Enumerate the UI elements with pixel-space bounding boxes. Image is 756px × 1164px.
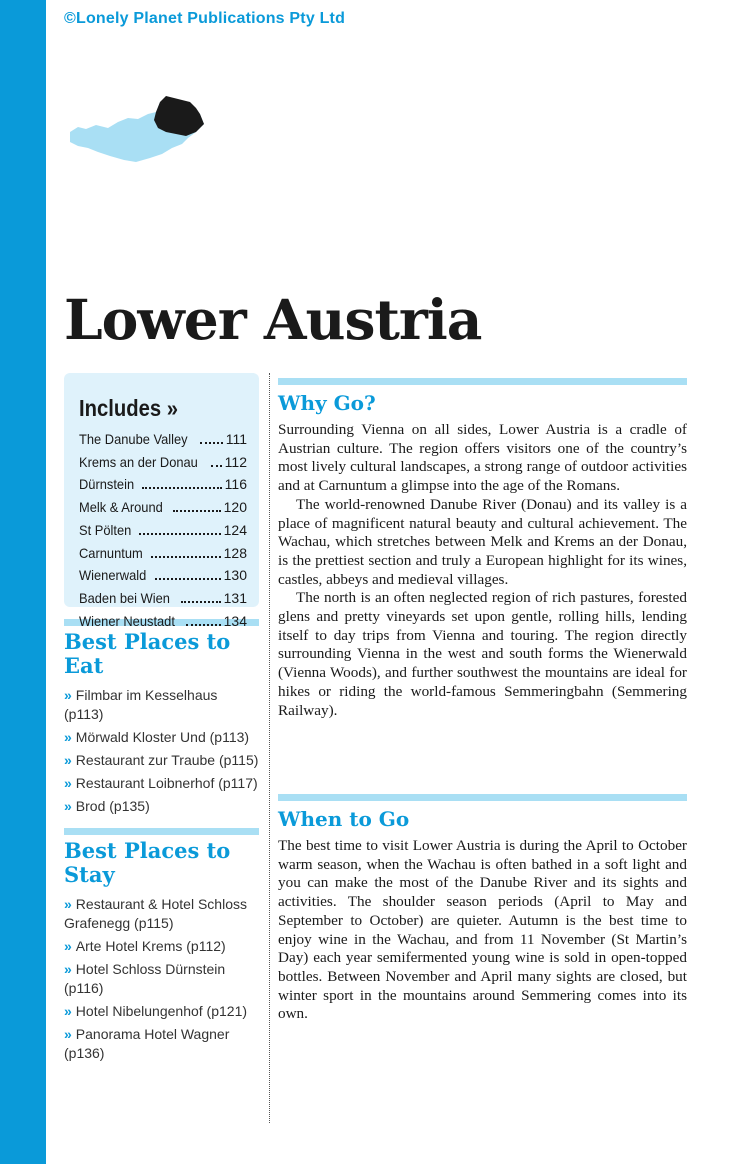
chevron-right-icon: » — [64, 896, 72, 912]
includes-item[interactable] — [79, 564, 247, 587]
chevron-right-icon: » — [64, 938, 72, 954]
includes-item-name: The Danube Valley — [79, 431, 188, 447]
section-divider-bar — [278, 794, 687, 801]
list-item-text: Brod (p135) — [75, 798, 150, 814]
chevron-right-icon: » — [64, 798, 72, 814]
list-item[interactable] — [64, 1002, 259, 1021]
why-go-paragraph: The north is an often neglected region of rich pastures, forested glens and pretty vineyards set upon gentle, rolling hills, lending itself to day trips from Vienna and touring. The region directly surrounding Vienna in the west and south forms the Wienerwald (Vienna Woods), and further southwest the mountains are ideal for hikes or riding the world-famous Semmeringbahn (Semmering Railway). — [278, 589, 687, 719]
includes-item[interactable] — [79, 542, 247, 565]
chevron-right-icon: » — [64, 729, 72, 745]
leader-dots — [139, 533, 221, 535]
includes-item[interactable] — [79, 519, 247, 542]
includes-item[interactable] — [79, 428, 247, 451]
list-item-text: Panorama Hotel Wagner (p136) — [64, 1026, 230, 1061]
includes-item[interactable] — [79, 587, 247, 610]
includes-item-name: St Pölten — [79, 521, 132, 538]
list-item[interactable] — [64, 751, 259, 770]
best-eat-section — [64, 619, 259, 816]
leader-dots — [181, 601, 221, 603]
leader-dots — [142, 487, 222, 489]
list-item[interactable] — [64, 937, 259, 956]
includes-item-page: 131 — [223, 589, 247, 606]
chevron-right-icon: » — [64, 775, 72, 791]
list-item-text: Filmbar im Kesselhaus (p113) — [64, 687, 218, 722]
chevron-right-icon: » — [64, 752, 72, 768]
list-item[interactable] — [64, 797, 259, 816]
list-item[interactable] — [64, 774, 259, 793]
chevron-right-icon: » — [64, 1003, 72, 1019]
best-stay-section — [64, 828, 259, 1063]
chevron-right-icon: » — [64, 1026, 72, 1042]
chevron-right-icon: » — [64, 687, 72, 703]
list-item[interactable] — [64, 1025, 259, 1063]
best-stay-list — [64, 895, 259, 1063]
includes-item-name: Wienerwald — [79, 567, 147, 584]
includes-item-page: 130 — [223, 567, 247, 584]
leader-dots — [186, 624, 220, 626]
includes-item-page: 111 — [225, 431, 247, 447]
list-item[interactable] — [64, 895, 259, 933]
when-to-go-section — [278, 794, 687, 1024]
sidebar-stripe — [0, 0, 46, 1164]
includes-item-page: 128 — [223, 544, 247, 561]
column-divider — [269, 373, 270, 1123]
includes-list — [79, 428, 247, 632]
list-item-text: Restaurant & Hotel Schloss Grafenegg (p115) — [64, 896, 247, 931]
best-stay-heading: Best Places to Stay — [64, 838, 231, 887]
includes-item-name: Baden bei Wien — [79, 589, 170, 606]
includes-item[interactable] — [79, 496, 247, 519]
includes-item-name: Wiener Neustadt — [79, 612, 175, 629]
austria-map-icon — [66, 92, 206, 164]
includes-heading: Includes » — [79, 395, 178, 421]
leader-dots — [155, 578, 221, 580]
leader-dots — [151, 556, 220, 558]
includes-item-name: Melk & Around — [79, 499, 163, 516]
includes-item-page: 120 — [223, 499, 247, 516]
why-go-heading: Why Go? — [278, 391, 376, 415]
list-item-text: Hotel Nibelungenhof (p121) — [75, 1003, 248, 1019]
includes-item-name: Dürnstein — [79, 476, 135, 493]
includes-item-page: 124 — [223, 521, 247, 538]
why-go-section — [278, 378, 687, 720]
includes-item-page: 112 — [224, 453, 247, 470]
includes-item[interactable] — [79, 473, 247, 496]
list-item-text: Arte Hotel Krems (p112) — [75, 938, 226, 954]
why-go-paragraph: Surrounding Vienna on all sides, Lower Austria is a cradle of Austrian culture. The region offers visitors one of the country’s most lively cultural landscapes, a strong range of outdoor activities and at Carnuntum a glimpse into the age of the Romans. — [278, 421, 687, 495]
list-item[interactable] — [64, 728, 259, 747]
section-divider-bar — [278, 378, 687, 385]
list-item-text: Restaurant zur Traube (p115) — [75, 752, 259, 768]
leader-dots — [211, 465, 221, 467]
includes-box — [64, 373, 259, 629]
list-item-text: Restaurant Loibnerhof (p117) — [75, 775, 258, 791]
leader-dots — [173, 510, 221, 512]
best-eat-heading: Best Places to Eat — [64, 629, 231, 678]
includes-item-name: Carnuntum — [79, 544, 143, 561]
includes-item-page: 116 — [224, 476, 247, 493]
section-divider-bar — [64, 828, 259, 835]
leader-dots — [200, 442, 223, 444]
list-item-text: Mörwald Kloster Und (p113) — [75, 729, 250, 745]
chevron-right-icon: » — [64, 961, 72, 977]
list-item[interactable] — [64, 686, 259, 724]
when-to-go-paragraph: The best time to visit Lower Austria is during the April to October warm season, when the Wachau is often bathed in a soft light and you can make the most of the Danube River and its sights and activities. The shoulder season periods (April to May and September to October) are quieter. Autumn is the best time to enjoy wine in the Wachau, and from 11 November (St Martin’s Day) each year semifermented young wine is sold in open-topped bottles. Between November and April many sights are closed, but winter sport in the mountains around Semmering comes into its own. — [278, 837, 687, 1023]
why-go-paragraph: The world-renowned Danube River (Donau) and its valley is a place of magnificent natural beauty and cultural achievement. The Wachau, which stretches between Melk and Krems an der Donau, is the prettiest section and truly a European highlight for its wines, castles, abbeys and medieval villages. — [278, 495, 687, 588]
when-to-go-heading: When to Go — [278, 807, 410, 831]
includes-item-page: 134 — [223, 612, 247, 629]
left-column — [64, 373, 259, 1067]
best-eat-list — [64, 686, 259, 816]
copyright-notice: ©Lonely Planet Publications Pty Ltd — [64, 10, 346, 27]
includes-item[interactable] — [79, 451, 247, 474]
list-item[interactable] — [64, 960, 259, 998]
list-item-text: Hotel Schloss Dürnstein (p116) — [64, 961, 226, 996]
page-title: Lower Austria — [64, 287, 482, 352]
includes-item-name: Krems an der Donau — [79, 453, 198, 470]
